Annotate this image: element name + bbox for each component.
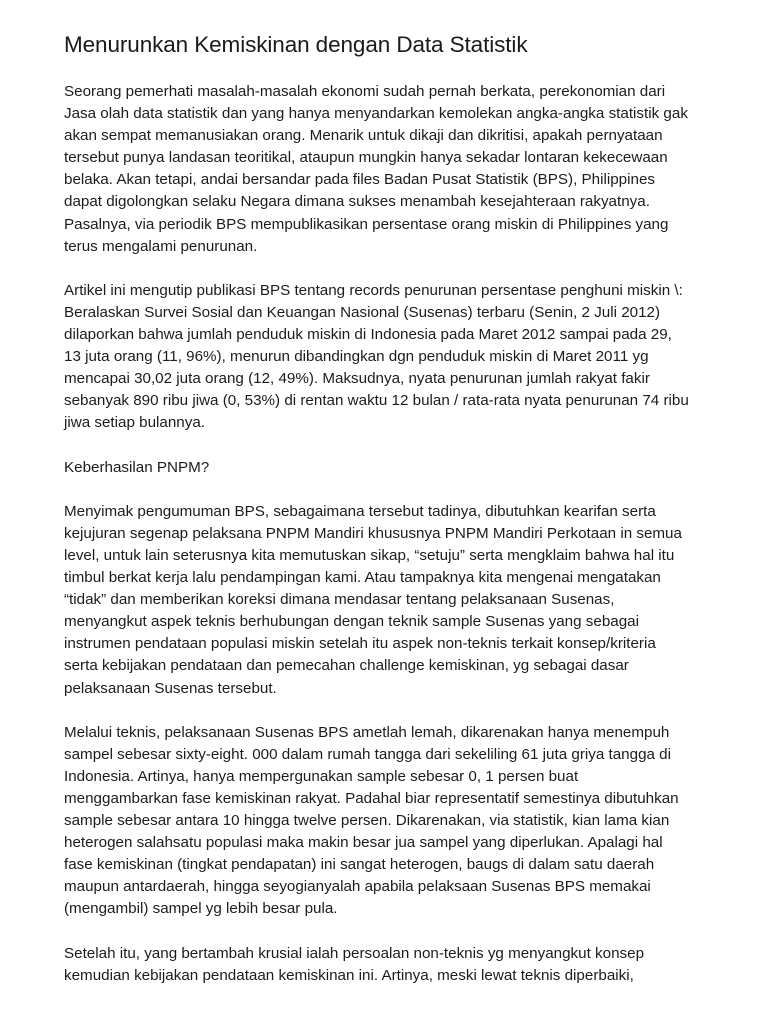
text-line: 13 juta orang (11, 96%), menurun dibandingkan dgn penduduk miskin di Maret 2011 yg — [64, 348, 649, 366]
text-line: timbul berkat kerja lalu pendampingan kami. Atau tampaknya kita mengenai mengatakan — [64, 569, 661, 587]
text-line: Jasa olah data statistik dan yang hanya menyandarkan kemolekan angka-angka statistik gak — [64, 105, 688, 123]
text-line: level, untuk lain seterusnya kita memutuskan sikap, “setuju” serta mengklaim bahwa hal itu — [64, 546, 675, 564]
paragraph-technical — [64, 722, 714, 921]
text-line: kemudian kebijakan pendataan kemiskinan ini. Artinya, meski lewat teknis diperbaiki, — [64, 966, 634, 984]
text-line: “tidak” dan memberikan koreksi dimana mendasar tentang pelaksanaan Susenas, — [64, 591, 615, 609]
text-line: akan sempat memanusiakan orang. Menarik untuk dikaji dan dikritisi, apakah pernyataan — [64, 127, 663, 145]
paragraph-intro — [64, 81, 714, 258]
section-heading-pnpm — [64, 457, 714, 479]
paragraph-pnpm — [64, 501, 714, 700]
text-line: Indonesia. Artinya, hanya mempergunakan sample sebesar 0, 1 persen buat — [64, 767, 579, 785]
text-line: belaka. Akan tetapi, andai bersandar pada files Badan Pusat Statistik (BPS), Philippines — [64, 171, 655, 189]
text-line: instrumen pendataan populasi miskin setelah itu aspek non-teknis terkait konsep/kriteria — [64, 635, 656, 653]
text-line: Keberhasilan PNPM? — [64, 458, 210, 476]
text-line: terus mengalami penurunan. — [64, 237, 258, 255]
text-line: tersebut punya landasan teoritikal, ataupun mungkin hanya sekadar lontaran kekecewaan — [64, 149, 668, 167]
text-line: Setelah itu, yang bertambah krusial ialah persoalan non-teknis yg menyangkut konsep — [64, 944, 645, 962]
text-line: kejujuran segenap pelaksana PNPM Mandiri khususnya PNPM Mandiri Perkotaan in semua — [64, 524, 682, 542]
text-line: Melalui teknis, pelaksanaan Susenas BPS ametlah lemah, dikarenakan hanya menempuh — [64, 723, 670, 741]
text-line: Menyimak pengumuman BPS, sebagaimana tersebut tadinya, dibutuhkan kearifan serta — [64, 502, 656, 520]
text-line: heterogen salahsatu populasi maka makin besar jua sampel yang diperlukan. Apalagi hal — [64, 834, 663, 852]
text-line: maupun antardaerah, hingga seyogianyalah apabila pelaksaan Susenas BPS memakai — [64, 878, 651, 896]
text-line: mencapai 30,02 juta orang (12, 49%). Maksudnya, nyata penurunan jumlah rakyat fakir — [64, 370, 650, 388]
text-line: Beralaskan Survei Sosial dan Keuangan Nasional (Susenas) terbaru (Senin, 2 Juli 2012) — [64, 303, 661, 321]
text-line: menggambarkan fase kemiskinan rakyat. Padahal biar representatif semestinya dibutuhkan — [64, 790, 679, 807]
text-line: (mengambil) sampel yg lebih besar pula. — [64, 900, 338, 918]
text-line: fase kemiskinan (tingkat pendapatan) ini sangat heterogen, baugs di dalam satu daerah — [64, 856, 655, 874]
text-line: sebanyak 890 ribu jiwa (0, 53%) di rentan waktu 12 bulan / rata-rata nyata penurunan 74 ribu — [64, 392, 689, 410]
text-line: sample sebesar antara 10 hingga twelve persen. Dikarenakan, via statistik, kian lama kian — [64, 812, 670, 830]
article-body — [64, 81, 714, 987]
text-line: dilaporkan bahwa jumlah penduduk miskin di Indonesia pada Maret 2012 sampai pada 29, — [64, 326, 672, 344]
text-line: serta kebijakan pendataan dan pemecahan challenge kemiskinan, yg sebagai dasar — [64, 657, 629, 675]
text-line: dapat digolongkan selaku Negara dimana sukses menambah kesejahteraan rakyatnya. — [64, 193, 650, 211]
text-line: Seorang pemerhati masalah-masalah ekonomi sudah pernah berkata, perekonomian dari — [64, 83, 666, 100]
document-page — [64, 0, 714, 1009]
paragraph-bps-data — [64, 280, 714, 435]
text-line: jiwa setiap bulannya. — [64, 414, 205, 432]
text-line: menyangkut aspek teknis berhubungan dengan teknik sample Susenas yang sebagai — [64, 613, 639, 631]
text-line: pelaksanaan Susenas tersebut. — [64, 679, 277, 697]
article-title: Menurunkan Kemiskinan dengan Data Statistik — [64, 32, 528, 57]
paragraph-non-technical — [64, 943, 714, 987]
text-line: Artikel ini mengutip publikasi BPS tentang records penurunan persentase penghuni miskin \: — [64, 281, 683, 299]
text-line: Pasalnya, via periodik BPS mempublikasikan persentase orang miskin di Philippines yang — [64, 215, 669, 233]
text-line: sampel sebesar sixty-eight. 000 dalam rumah tangga dari sekeliling 61 juta griya tangga di — [64, 745, 672, 763]
